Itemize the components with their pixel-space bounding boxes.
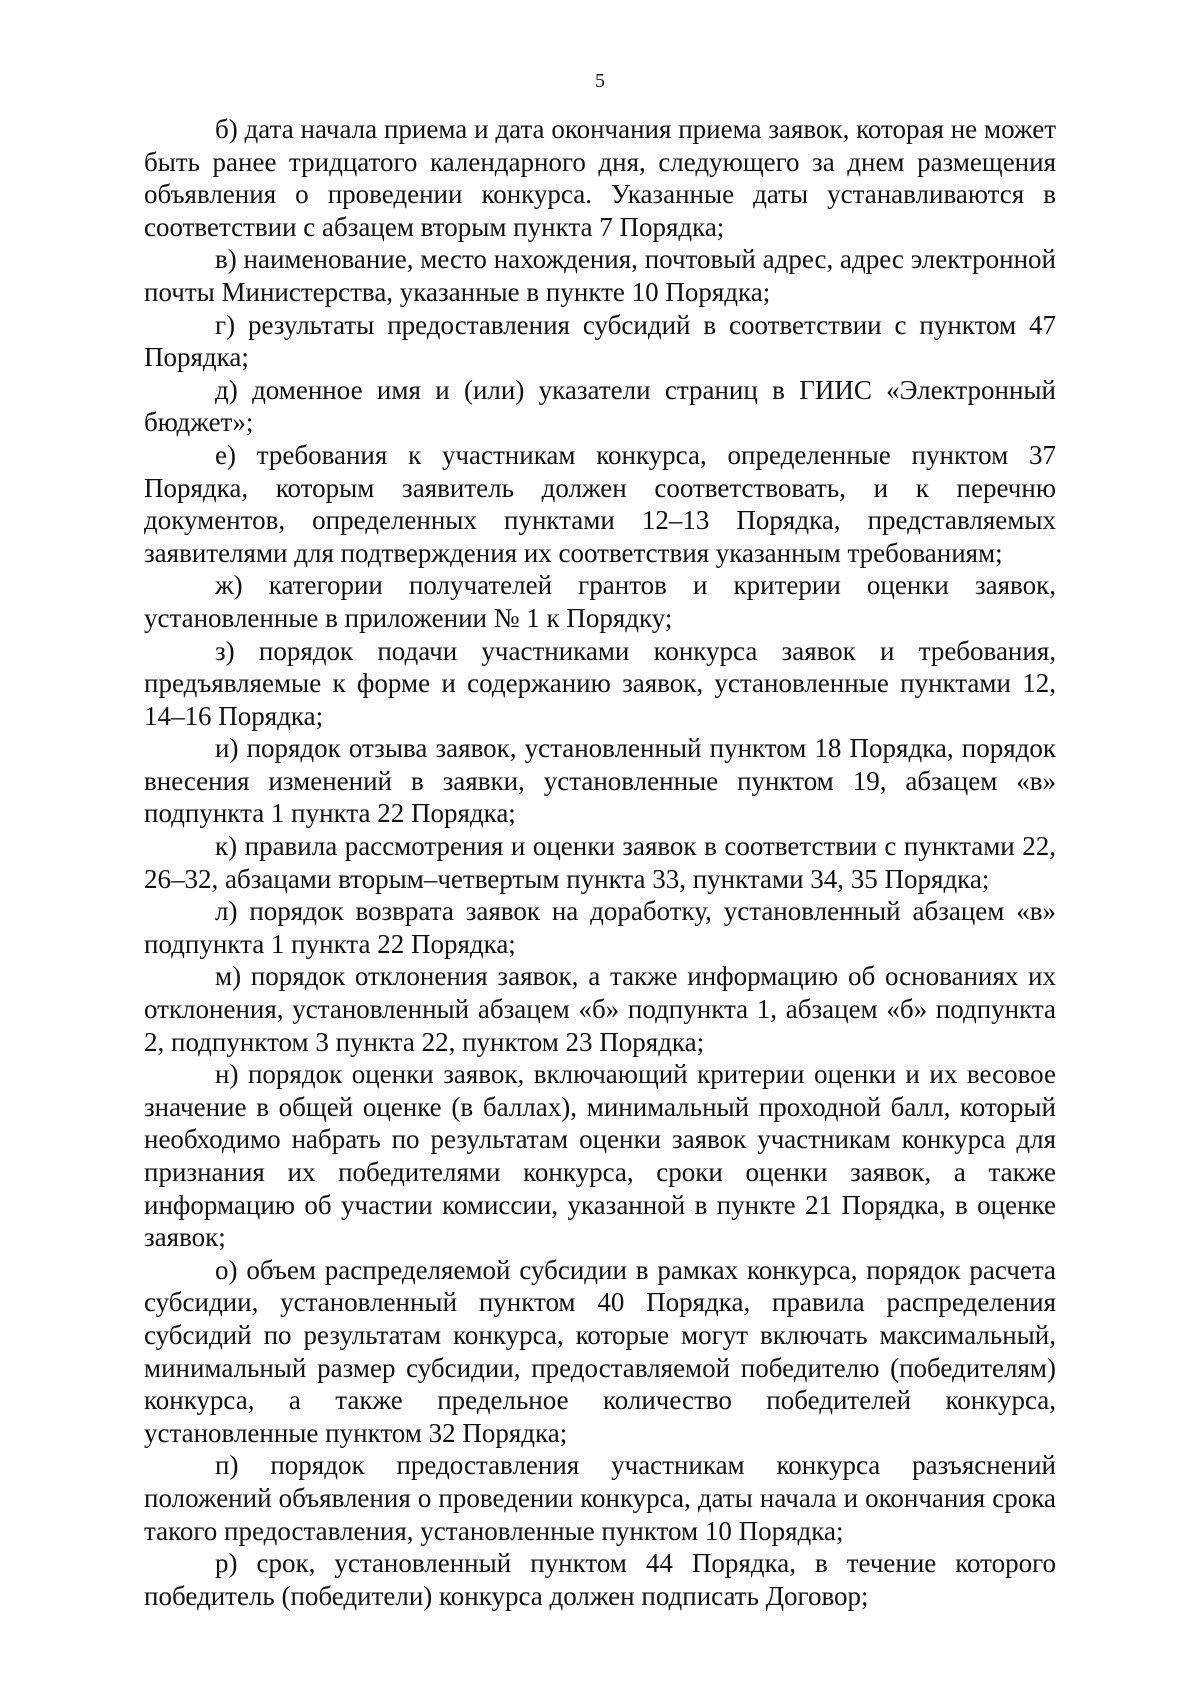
paragraph-v: в) наименование, место нахождения, почтовый адрес, адрес электронной почты Министерства, указанные в пункте 10 Порядка; [144, 244, 1056, 307]
paragraph-m: м) порядок отклонения заявок, а также информацию об основаниях их отклонения, установленный абзацем «б» подпункта 1, абзацем «б» подпункта 2, подпунктом 3 пункта 22, пунктом 23 Порядка; [144, 961, 1056, 1057]
paragraph-p: п) порядок предоставления участникам конкурса разъяснений положений объявления о проведении конкурса, даты начала и окончания срока такого предоставления, установленные пунктом 10 Порядка; [144, 1450, 1056, 1546]
paragraph-g: г) результаты предоставления субсидий в соответствии с пунктом 47 Порядка; [144, 309, 1056, 373]
paragraph-r: р) срок, установленный пунктом 44 Порядка, в течение которого победитель (победители) конкурса должен подписать Договор; [144, 1548, 1056, 1611]
page-number: 5 [595, 70, 605, 92]
document-body [144, 113, 1056, 1612]
paragraph-b: б) дата начала приема и дата окончания приема заявок, которая не может быть ранее тридцатого календарного дня, следующего за днем размещения объявления о проведении конкурса. Указанные даты устанавливаются в соответствии с абзацем вторым пункта 7 Порядка; [144, 114, 1056, 242]
paragraph-k: к) правила рассмотрения и оценки заявок в соответствии с пунктами 22, 26–32, абзацами вторым–четвертым пункта 33, пунктами 34, 35 Порядка; [144, 831, 1056, 894]
paragraph-e: е) требования к участникам конкурса, определенные пунктом 37 Порядка, которым заявитель должен соответствовать, и к перечню документов, определенных пунктами 12–13 Порядка, представляемых заявителями для подтверждения их соответствия указанным требованиям; [144, 439, 1056, 568]
paragraph-l: л) порядок возврата заявок на доработку, установленный абзацем «в» подпункта 1 пункта 22 Порядка; [144, 896, 1056, 959]
paragraph-z: з) порядок подачи участниками конкурса заявок и требования, предъявляемые к форме и содержанию заявок, установленные пунктами 12, 14–16 Порядка; [144, 635, 1056, 731]
paragraph-d: д) доменное имя и (или) указатели страниц в ГИИС «Электронный бюджет»; [144, 374, 1056, 438]
paragraph-n: н) порядок оценки заявок, включающий критерии оценки и их весовое значение в общей оценке (в баллах), минимальный проходной балл, который необходимо набрать по результатам оценки заявок участникам конкурса для признания их победителями конкурса, сроки оценки заявок, а также информацию об участии комиссии, указанной в пункте 21 Порядка, в оценке заявок; [144, 1059, 1056, 1253]
paragraph-i: и) порядок отзыва заявок, установленный пунктом 18 Порядка, порядок внесения изменений в заявки, установленные пунктом 19, абзацем «в» подпункта 1 пункта 22 Порядка; [144, 733, 1056, 829]
paragraph-o: о) объем распределяемой субсидии в рамках конкурса, порядок расчета субсидии, установленный пунктом 40 Порядка, правила распределения субсидий по результатам конкурса, которые могут включать максимальный, минимальный размер субсидии, предоставляемой победителю (победителям) конкурса, а также предельное количество победителей конкурса, установленные пунктом 32 Порядка; [144, 1254, 1056, 1448]
paragraph-zh: ж) категории получателей грантов и критерии оценки заявок, установленные в приложении № 1 к Порядку; [144, 570, 1056, 633]
